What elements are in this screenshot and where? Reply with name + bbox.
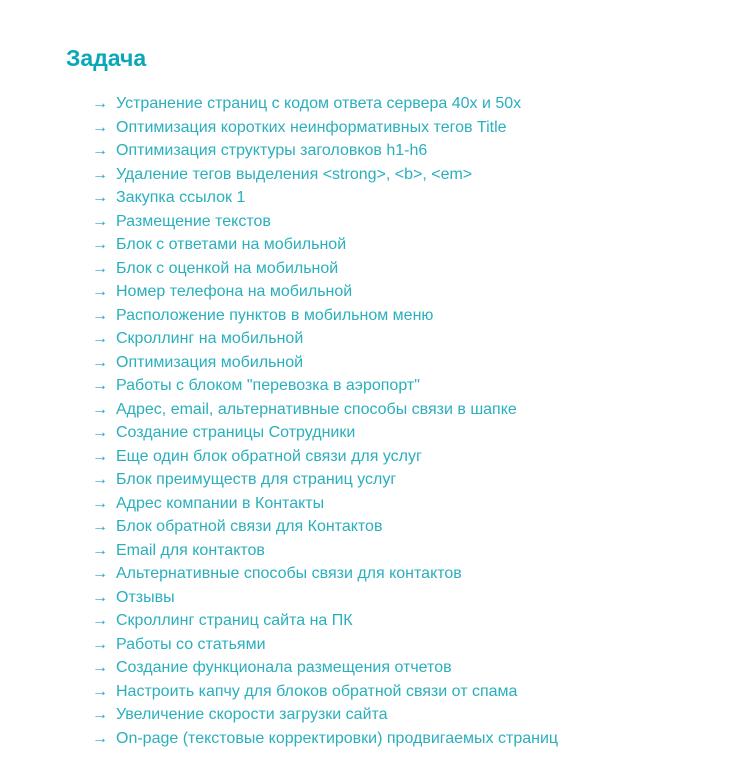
task-list-item — [92, 257, 711, 281]
task-list-item — [92, 586, 711, 610]
arrow-right-icon: → — [92, 447, 108, 465]
task-label: Блок обратной связи для Контактов — [116, 518, 383, 535]
task-list-item — [92, 280, 711, 304]
arrow-right-icon: → — [92, 283, 108, 300]
arrow-right-icon: → — [92, 424, 108, 441]
task-list-item — [92, 515, 711, 539]
task-list-item — [92, 656, 711, 680]
task-list-item — [92, 374, 711, 398]
task-label: Блок с оценкой на мобильной — [116, 259, 339, 277]
arrow-right-icon: → — [92, 729, 108, 747]
arrow-right-icon: → — [92, 400, 108, 418]
arrow-right-icon: → — [92, 259, 108, 277]
task-label: Удаление тегов выделения <strong>, <b>, <em> — [116, 165, 473, 183]
task-label: Адрес компании в Контакты — [116, 494, 325, 512]
arrow-right-icon: → — [92, 95, 108, 112]
arrow-right-icon: → — [92, 118, 108, 136]
arrow-right-icon: → — [92, 377, 108, 394]
task-label: Адрес, email, альтернативные способы связи в шапке — [116, 400, 517, 418]
task-label: Оптимизация структуры заголовков h1-h6 — [116, 142, 428, 159]
task-list-item — [92, 680, 711, 704]
task-list — [66, 92, 711, 750]
task-list-item — [92, 445, 711, 469]
task-list-item — [92, 327, 711, 351]
task-label: On-page (текстовые корректировки) продвигаемых страниц — [116, 729, 559, 747]
arrow-right-icon: → — [92, 142, 108, 159]
task-label: Скроллинг страниц сайта на ПК — [116, 612, 353, 629]
arrow-right-icon: → — [92, 494, 108, 512]
arrow-right-icon: → — [92, 612, 108, 629]
task-list-item — [92, 468, 711, 492]
task-label: Скроллинг на мобильной — [116, 330, 304, 347]
task-label: Размещение текстов — [116, 212, 271, 230]
arrow-right-icon: → — [92, 189, 108, 206]
arrow-right-icon: → — [92, 165, 108, 183]
task-label: Оптимизация мобильной — [116, 353, 304, 371]
task-list-item — [92, 210, 711, 234]
task-list-item — [92, 116, 711, 140]
task-label: Закупка ссылок 1 — [116, 189, 246, 206]
task-label: Блок преимуществ для страниц услуг — [116, 471, 397, 488]
arrow-right-icon: → — [92, 659, 108, 676]
task-list-item — [92, 609, 711, 633]
task-label: Работы с блоком "перевозка в аэропорт" — [116, 377, 420, 394]
task-list-item — [92, 633, 711, 657]
task-list-item — [92, 421, 711, 445]
arrow-right-icon: → — [92, 635, 108, 653]
arrow-right-icon: → — [92, 518, 108, 535]
task-label: Оптимизация коротких неинформативных тегов Title — [116, 118, 507, 136]
task-list-item — [92, 304, 711, 328]
arrow-right-icon: → — [92, 330, 108, 347]
arrow-right-icon: → — [92, 353, 108, 371]
arrow-right-icon: → — [92, 706, 108, 723]
task-label: Устранение страниц с кодом ответа сервера 40x и 50x — [116, 95, 522, 112]
task-list-item — [92, 562, 711, 586]
arrow-right-icon: → — [92, 306, 108, 324]
task-list-item — [92, 703, 711, 727]
task-label: Создание страницы Сотрудники — [116, 424, 356, 441]
arrow-right-icon: → — [92, 212, 108, 230]
task-list-item — [92, 233, 711, 257]
task-list-item — [92, 186, 711, 210]
page-title: Задача — [66, 45, 147, 71]
arrow-right-icon: → — [92, 471, 108, 488]
task-list-item — [92, 492, 711, 516]
task-label: Еще один блок обратной связи для услуг — [116, 447, 422, 465]
task-list-item — [92, 139, 711, 163]
task-list-item — [92, 351, 711, 375]
task-list-item — [92, 727, 711, 751]
task-list-item — [92, 163, 711, 187]
task-label: Расположение пунктов в мобильном меню — [116, 306, 434, 324]
task-label: Создание функционала размещения отчетов — [116, 659, 452, 676]
task-label: Альтернативные способы связи для контактов — [116, 565, 462, 582]
arrow-right-icon: → — [92, 588, 108, 606]
task-label: Номер телефона на мобильной — [116, 283, 353, 300]
task-label: Работы со статьями — [116, 635, 266, 653]
arrow-right-icon: → — [92, 682, 108, 700]
arrow-right-icon: → — [92, 236, 108, 253]
task-label: Увеличение скорости загрузки сайта — [116, 706, 388, 723]
arrow-right-icon: → — [92, 565, 108, 582]
task-list-item — [92, 539, 711, 563]
task-list-item — [92, 92, 711, 116]
task-label: Отзывы — [116, 588, 175, 606]
task-label: Email для контактов — [116, 541, 265, 559]
task-label: Настроить капчу для блоков обратной связи от спама — [116, 682, 518, 700]
arrow-right-icon: → — [92, 541, 108, 559]
task-list-item — [92, 398, 711, 422]
task-label: Блок с ответами на мобильной — [116, 236, 347, 253]
